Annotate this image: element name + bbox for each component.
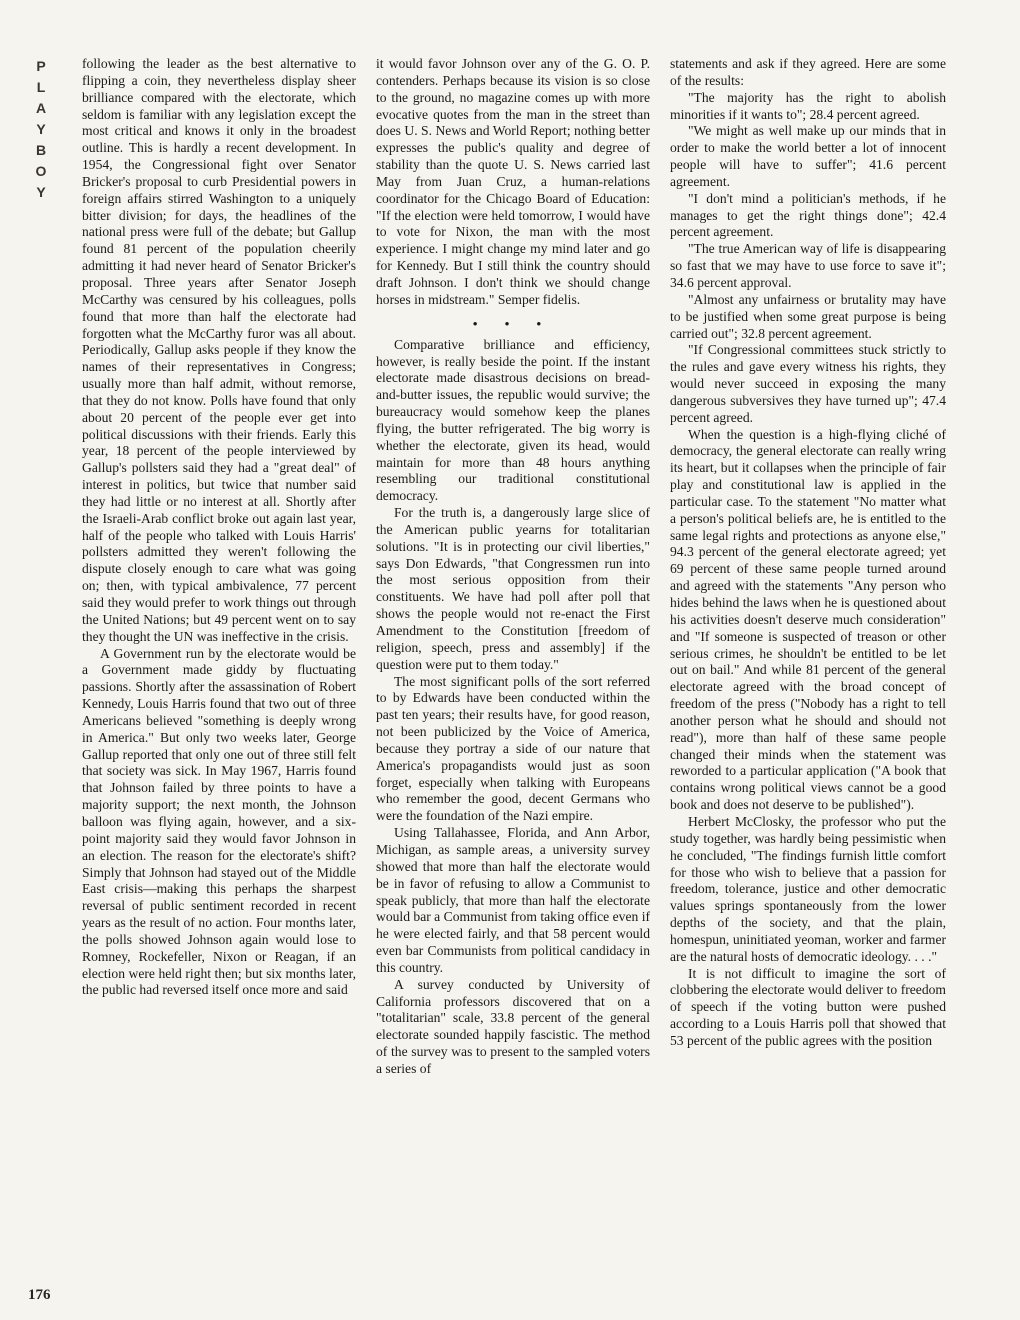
paragraph: Using Tallahassee, Florida, and Ann Arbor, Michigan, as sample areas, a university survey showed that more than half the electorate would be in favor of refusing to allow a Communist to speak publicly, that more than half the electorate would bar a Communist from taking office even if he were elected fairly, and that 58 percent would even bar Communists from political candidacy in this country. <box>376 825 650 975</box>
side-label-letter: L <box>36 79 46 95</box>
paragraph: It is not difficult to imagine the sort of clobbering the electorate would deliver to freedom of speech if the voting button were pushed according to a Louis Harris poll that showed that 53 percent of the public agrees with the position <box>670 965 946 1048</box>
paragraph: Herbert McClosky, the professor who put the study together, was hardly being pessimistic when he concluded, "The findings furnish little comfort for those who wish to believe that a passion for freedom, tolerance, justice and other democratic values springs spontaneously from the lower depths of the society, and that the plain, homespun, uninitiated yeoman, worker and farmer are the natural hosts of democratic ideology. . . ." <box>670 813 946 964</box>
paragraph: "If Congressional committees stuck strictly to the rules and gave every witness his rights, they would never succeed in exposing the many dangerous subversives they have turned up"; 47.4 percent agreed. <box>670 342 946 425</box>
paragraph: "I don't mind a politician's methods, if he manages to get the right things done"; 42.4 percent agreement. <box>670 190 946 240</box>
text-column-1 <box>82 56 356 999</box>
text-column-3 <box>670 56 946 1050</box>
side-label-letter: Y <box>36 121 46 137</box>
paragraph: For the truth is, a dangerously large slice of the American public yearns for totalitarian solutions. "It is in protecting our civil liberties," says Don Edwards, "that Congressmen run into the most serious opposition from their constituents. We have had poll after poll that shows the people would not re-enact the First Amendment to the Constitution [freedom of religion, speech, press and assembly] if the question were put to them today." <box>376 505 650 672</box>
paragraph: A survey conducted by University of California professors discovered that on a "totalitarian" scale, 33.8 percent of the general electorate sounded happily fascistic. The method of the survey was to present to the sampled voters a series of <box>376 976 650 1076</box>
section-separator: • • • <box>472 315 554 331</box>
paragraph: "Almost any unfairness or brutality may have to be justified when some great purpose is being carried out"; 32.8 percent agreement. <box>670 291 946 341</box>
magazine-side-label <box>34 56 48 203</box>
side-label-letter: A <box>35 100 47 116</box>
side-label-letter: O <box>35 163 47 179</box>
side-label-letter: B <box>35 142 47 158</box>
text-column-2 <box>376 56 650 1078</box>
paragraph: it would favor Johnson over any of the G. O. P. contenders. Perhaps because its vision is so close to the ground, no magazine comes up with more evocative quotes from the man in the street than does U. S. News and World Report; nothing better expresses the public's quality and degree of stability than the quote U. S. News carried last May from Juan Cruz, a human-relations coordinator for the Chicago Board of Education: "If the election were held tomorrow, I would have to vote for Nixon, the man with the most experience. I might change my mind later and go for Kennedy. But I still think the country should draft Johnson. I don't think we should change horses in midstream." Semper fidelis. <box>376 56 650 307</box>
page-number: 176 <box>28 1287 51 1303</box>
paragraph: following the leader as the best alternative to flipping a coin, they nevertheless display sheer brilliance compared with the electorate, which seldom is familiar with any legislation except the most critical and knows it only in the broadest outline. This is hardly a recent development. In 1954, the Congressional fight over Senator Bricker's proposal to curb Presidential powers in foreign affairs stirred Washington to a uniquely bitter division; for days, the headlines of the national press were full of the debate; but Gallup found 81 percent of the population cheerily admitting it had never heard of Senator Bricker's proposal. Three years after Senator Joseph McCarthy was censured by his colleagues, polls found that more than half the electorate had forgotten what the McCarthy furor was all about. Periodically, Gallup asks people if they know the names of their representatives in Congress; usually more than half admit, without remorse, that they do not know. Polls have found that only about 20 percent of the people ever get into political discussions with their friends. Early this year, 18 percent of the people interviewed by Gallup's pollsters said they had a "great deal" of interest in politics, but twice that number said they had little or no interest at all. Shortly after the Israeli-Arab conflict broke out again last year, half of the people who talked with Louis Harris' pollsters admitted they weren't following the dispute closely enough to care what was going on; then, with typical ambivalence, 77 percent said they would prefer to work things out through the United Nations; but 49 percent went on to say they thought the UN was ineffective in the crisis. <box>82 56 356 644</box>
paragraph: "The true American way of life is disappearing so fast that we may have to use force to save it"; 34.6 percent approval. <box>670 241 946 290</box>
paragraph: A Government run by the electorate would be a Government made giddy by fluctuating passions. Shortly after the assassination of Robert Kennedy, Louis Harris found that two out of three Americans believed "something is deeply wrong in America." But only two weeks later, George Gallup reported that only one out of three still felt that society was sick. In May 1967, Harris found that Johnson failed by three points to have a majority support; the next month, the Johnson balloon was flying again, however, and a six-point majority said they would favor Johnson in an election. The reason for the electorate's shift? Simply that Johnson had stayed out of the Middle East crisis—making this perhaps the sharpest reversal of public sentiment recorded in recent years as the result of no action. Four months later, the polls showed Johnson again would lose to Romney, Rockefeller, Nixon or Reagan, if an election were held right then; but six months later, the public had reversed itself once more and said <box>82 645 356 998</box>
side-label-letter: Y <box>36 184 46 200</box>
paragraph: "The majority has the right to abolish minorities if it wants to"; 28.4 percent agreed. <box>670 89 946 122</box>
paragraph: "We might as well make up our minds that in order to make the world better a lot of innocent people will have to suffer"; 41.6 percent agreement. <box>670 123 946 189</box>
paragraph: The most significant polls of the sort referred to by Edwards have been conducted within the past ten years; their results have, for good reason, not been publicized by the Voice of America, because they portray a side of our nature that America's propagandists would just as soon forget, especially when talking with Europeans who remember the good, decent Germans who were the foundation of the Nazi empire. <box>376 673 650 824</box>
paragraph: Comparative brilliance and efficiency, however, is really beside the point. If the instant electorate made disastrous decisions on bread-and-butter issues, the republic would survive; the bureaucracy would somehow keep the planes flying, the butter refrigerated. The big worry is whether the electorate, given its head, would maintain for more than 48 hours anything resembling our traditional constitutional democracy. <box>376 336 650 504</box>
paragraph: When the question is a high-flying cliché of democracy, the general electorate can really wring its heart, but it collapses when the principle of fair play and constitutional law is applied in the particular case. To the statement "No matter what a person's political beliefs are, he is entitled to the same legal rights and protections as anyone else," 94.3 percent of the general electorate agreed; yet 69 percent of these same people turned around and agreed with the statements "Any person who hides behind the laws when he is questioned about his activities doesn't deserve much consideration" and "If someone is suspected of treason or other serious crimes, he shouldn't be entitled to be let out on bail." And while 81 percent of the general electorate agreed with the broad concept of freedom of the press ("Nobody has a right to tell another person what he should and should not read"), more than half of these same people changed their minds when the statement was reworded to a particular application ("A book that contains wrong political views cannot be a good book and does not deserve to be published"). <box>670 426 946 813</box>
side-label-letter: P <box>36 58 46 74</box>
paragraph: statements and ask if they agreed. Here are some of the results: <box>670 56 946 88</box>
